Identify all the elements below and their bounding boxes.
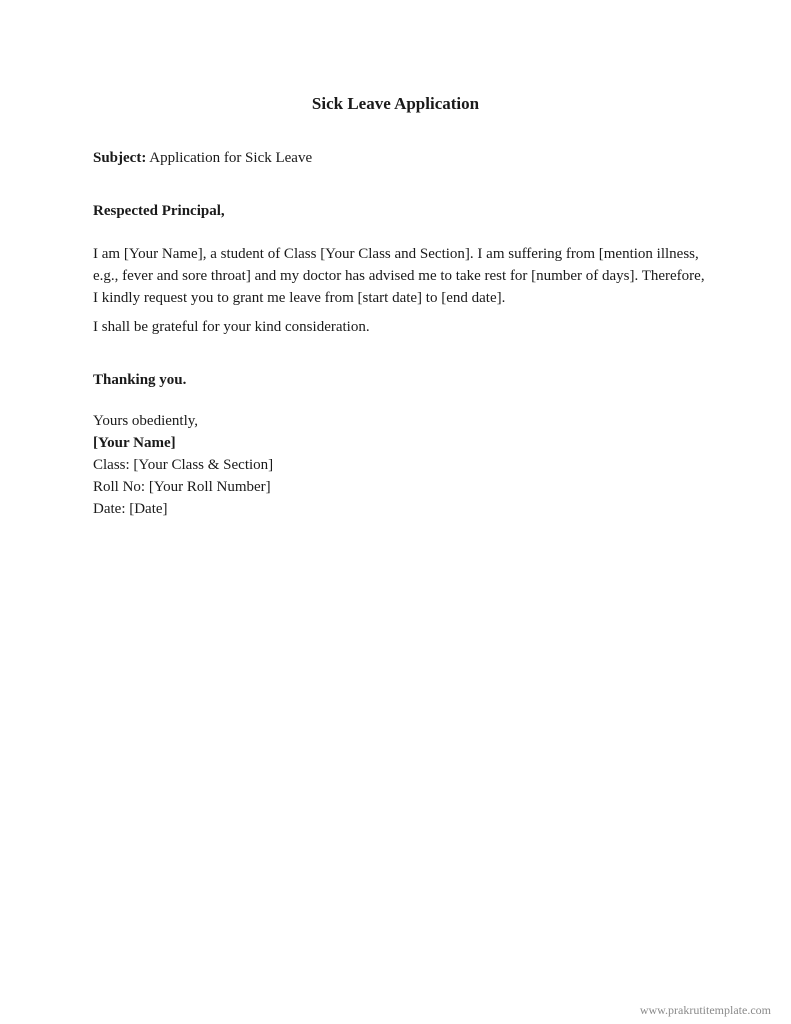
subject-text: Application for Sick Leave (146, 150, 313, 166)
signature-roll-number: Roll No: [Your Roll Number] (93, 479, 271, 495)
signature-class: Class: [Your Class & Section] (93, 457, 274, 473)
signature-name: [Your Name] (93, 435, 176, 451)
document-title: Sick Leave Application (311, 94, 480, 113)
subject-line (93, 147, 312, 169)
sign-off: Yours obediently, (93, 413, 199, 429)
signature-date: Date: [Date] (93, 501, 168, 517)
body-paragraph-1: I am [Your Name], a student of Class [Your Class and Section]. I am suffering from [mention illness, e.g., fever and sore throat] and my doctor has advised me to take rest for [number of days]. Therefore, I kindly request you to grant me leave from [start date] to [end date]. (93, 246, 705, 306)
subject-label: Subject: (93, 150, 147, 166)
closing-line: Thanking you. (93, 372, 187, 388)
body-paragraph-2: I shall be grateful for your kind consideration. (93, 319, 370, 335)
salutation: Respected Principal, (93, 203, 225, 219)
footer-watermark: www.prakrutitemplate.com (639, 1003, 771, 1017)
